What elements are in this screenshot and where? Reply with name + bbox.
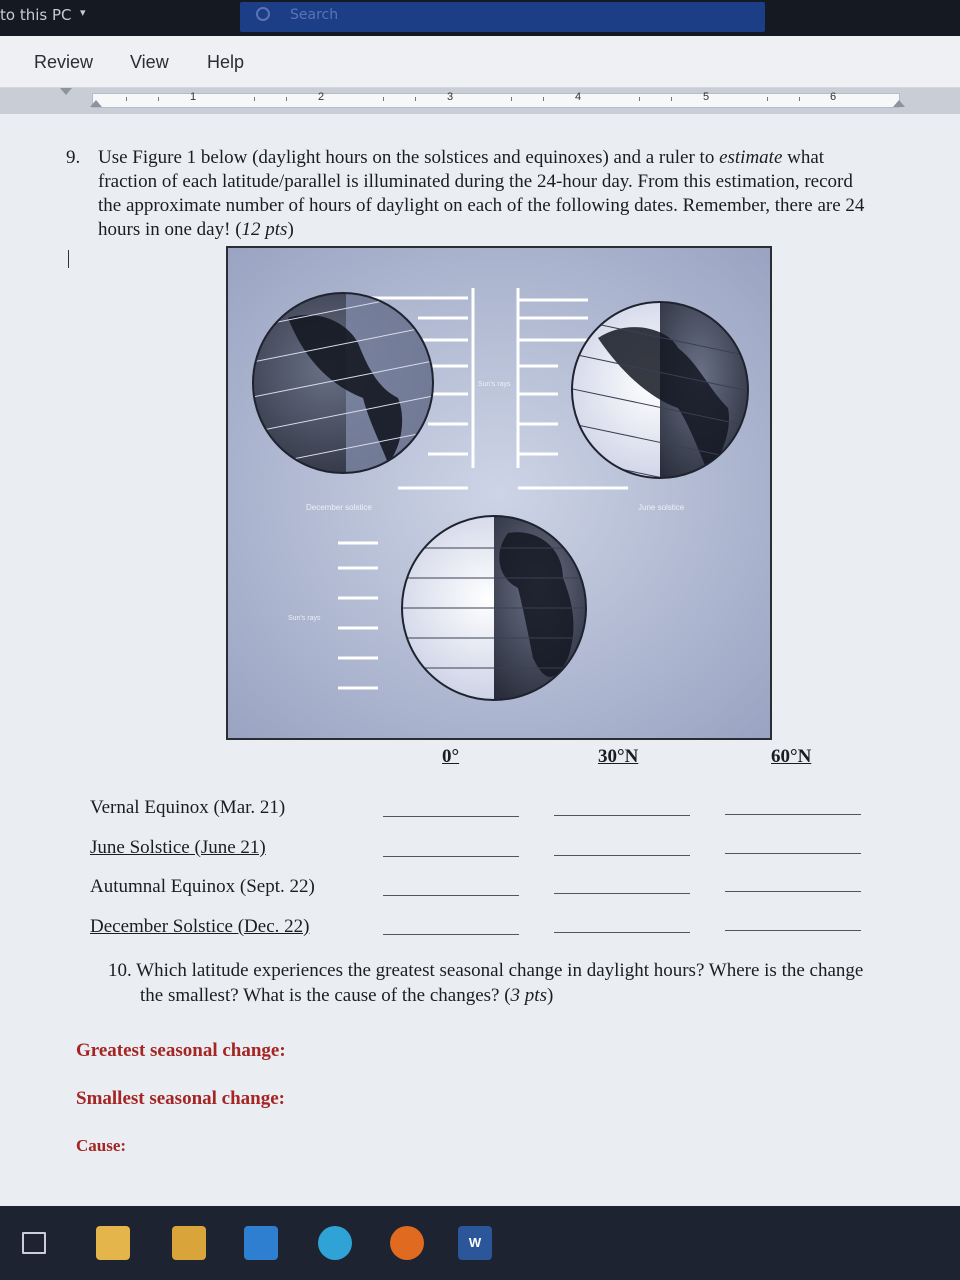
date-label-autumnal-equinox: Autumnal Equinox (Sept. 22)	[90, 876, 315, 897]
answer-blank[interactable]	[554, 893, 690, 894]
ribbon-menu	[0, 36, 960, 88]
location-dropdown-icon[interactable]: ▾	[80, 6, 86, 19]
label-suns-rays-bottom: Sun's rays	[288, 615, 321, 622]
greatest-change-label: Greatest seasonal change:	[76, 1040, 286, 1061]
ruler-area	[92, 93, 900, 108]
label-june-solstice: June solstice	[638, 503, 685, 512]
menu-view[interactable]: View	[130, 52, 169, 72]
label-december-solstice: December solstice	[306, 503, 372, 512]
question-10-points: 3 pts	[510, 985, 547, 1006]
latitude-header-30n: 30°N	[598, 746, 639, 767]
answer-blank[interactable]	[383, 816, 519, 817]
answer-blank[interactable]	[554, 932, 690, 933]
word-icon[interactable]: W	[458, 1226, 492, 1260]
answer-blank[interactable]	[725, 814, 861, 815]
answer-blank[interactable]	[725, 853, 861, 854]
latitude-header-0: 0°	[442, 746, 460, 767]
ruler-number: 5	[703, 91, 710, 103]
ruler-number: 6	[830, 91, 837, 103]
question-10-number: 10.	[108, 960, 132, 981]
cause-label: Cause:	[76, 1136, 127, 1155]
ruler[interactable]	[0, 88, 960, 114]
smallest-change-label: Smallest seasonal change:	[76, 1088, 285, 1109]
answer-blank[interactable]	[725, 930, 861, 931]
task-view-icon[interactable]	[22, 1232, 46, 1254]
figure-drawing	[228, 248, 770, 738]
menu-review[interactable]: Review	[34, 52, 94, 72]
question-10-text: Which latitude experiences the greatest seasonal change in daylight hours? Where is the change the smallest? What is the cause of the changes? (	[136, 960, 864, 1006]
question-9-points: 12 pts	[241, 219, 288, 240]
question-9: 9. Use Figure 1 below (daylight hours on the solstices and equinoxes) and a ruler to estimate what fraction of each latitude/parallel is illuminated during the 24-hour day. From this estimation, record the approximate number of hours of daylight on each of the following dates. Remember, there are 24 hours in one day! (12 pts)	[66, 147, 865, 240]
question-10: 10. Which latitude experiences the greatest seasonal change in daylight hours? Where is the change the smallest? What is the cause of the changes? (3 pts)	[108, 960, 864, 1006]
first-line-indent-marker[interactable]	[60, 88, 72, 95]
file-explorer-icon[interactable]	[96, 1226, 130, 1260]
date-label-december-solstice: December Solstice (Dec. 22)	[90, 916, 310, 937]
label-suns-rays-top: Sun's rays	[478, 381, 511, 388]
store-icon[interactable]	[172, 1226, 206, 1260]
answer-blank[interactable]	[383, 934, 519, 935]
location-text[interactable]: to this PC	[0, 6, 72, 24]
mail-icon[interactable]	[244, 1226, 278, 1260]
answer-blank[interactable]	[383, 856, 519, 857]
edge-icon[interactable]	[318, 1226, 352, 1260]
right-indent-marker[interactable]	[893, 100, 905, 107]
answer-blank[interactable]	[554, 815, 690, 816]
title-bar	[0, 0, 960, 36]
menu-help[interactable]: Help	[207, 52, 245, 72]
latitude-header-60n: 60°N	[771, 746, 812, 767]
taskbar	[0, 1206, 960, 1280]
date-label-june-solstice: June Solstice (June 21)	[90, 837, 266, 858]
date-label-vernal-equinox: Vernal Equinox (Mar. 21)	[90, 797, 286, 818]
question-9-text-cont: what fraction of each latitude/parallel is illuminated during the 24-hour day. From this estimation, record the approximate number of hours of daylight on each of the following dates. Remember, there are 24 hours in one day! (	[98, 147, 865, 240]
firefox-icon[interactable]	[390, 1226, 424, 1260]
figure-daylight-globes[interactable]	[226, 246, 772, 740]
answer-blank[interactable]	[383, 895, 519, 896]
answer-blank[interactable]	[725, 891, 861, 892]
answer-blank[interactable]	[554, 855, 690, 856]
ruler-number: 2	[318, 91, 325, 103]
text-cursor	[68, 250, 69, 268]
search-box[interactable]	[240, 2, 765, 32]
hanging-indent-marker[interactable]	[90, 100, 102, 107]
question-9-emphasis: estimate	[719, 147, 783, 168]
ruler-number: 3	[447, 91, 454, 103]
search-icon	[256, 7, 270, 21]
search-placeholder: Search	[290, 7, 339, 23]
ruler-number: 4	[575, 91, 582, 103]
question-9-number: 9.	[66, 147, 81, 168]
ruler-number: 1	[190, 91, 197, 103]
question-9-text: Use Figure 1 below (daylight hours on the solstices and equinoxes) and a ruler to	[98, 147, 720, 168]
